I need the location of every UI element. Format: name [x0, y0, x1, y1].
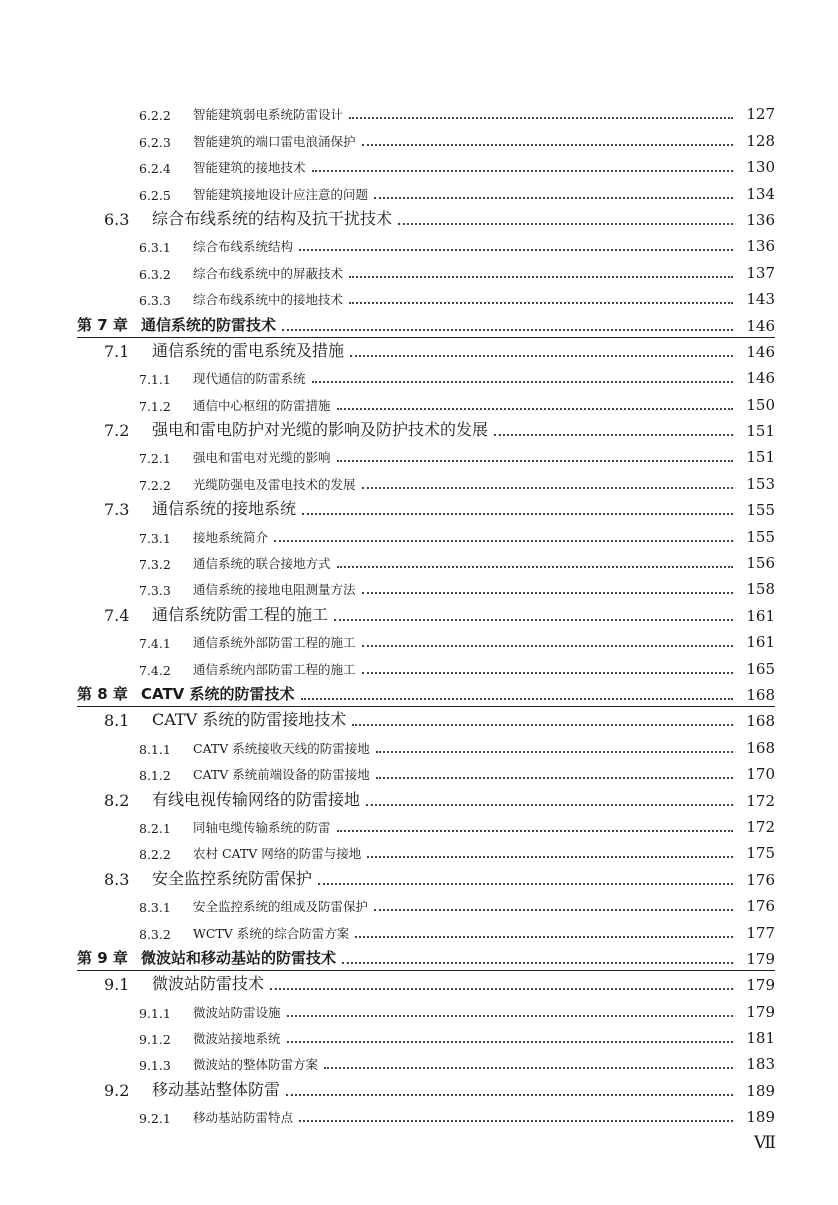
toc-entry-number: 8.3.1 [139, 900, 171, 916]
toc-entry-title: 通信系统的防雷技术 [141, 315, 277, 334]
toc-entry-subsection [0, 575, 838, 601]
toc-entry-title: 智能建筑的端口雷电浪涌保护 [193, 133, 356, 149]
dot-leader [362, 672, 733, 674]
toc-entry-page: 168 [746, 712, 775, 731]
toc-entry-page: 189 [746, 1081, 775, 1100]
toc-entry-title: 通信系统的接地电阻测量方法 [193, 582, 356, 598]
toc-entry-section [0, 1076, 838, 1102]
toc-entry-subsection [0, 469, 838, 495]
toc-entry-number: 8.3.2 [139, 926, 171, 942]
toc-entry-page: 155 [746, 501, 775, 520]
toc-entry-title: 通信系统外部防雷工程的施工 [193, 635, 356, 651]
toc-entry-title: 移动基站防雷特点 [193, 1110, 294, 1126]
dot-leader [362, 144, 733, 146]
dot-leader [318, 883, 733, 885]
toc-entry-page: 179 [746, 949, 775, 968]
toc-entry-page: 151 [746, 422, 775, 441]
dot-leader [398, 223, 733, 225]
toc-entry-subsection [0, 628, 838, 654]
toc-entry-number: 9.1 [104, 975, 130, 995]
toc-entry-section [0, 971, 838, 997]
toc-entry-page: 179 [746, 976, 775, 995]
toc-entry-subsection [0, 153, 838, 179]
toc-entry-page: 151 [746, 448, 775, 467]
toc-entry-title: 通信中心枢纽的防雷措施 [193, 397, 331, 413]
toc-entry-number: 7.3.1 [139, 530, 171, 546]
toc-entry-page: 128 [746, 131, 775, 150]
toc-entry-number: 7.3.2 [139, 557, 171, 573]
toc-entry-subsection [0, 390, 838, 416]
toc-entry-number: 7.4 [104, 605, 130, 625]
toc-entry-title: 智能建筑的接地技术 [193, 160, 306, 176]
toc-entry-title: 通信系统内部防雷工程的施工 [193, 661, 356, 677]
dot-leader [337, 408, 733, 410]
toc-entry-page: 155 [746, 527, 775, 546]
toc-entry-section [0, 707, 838, 733]
toc-entry-title: CATV 系统的防雷技术 [141, 684, 295, 703]
toc-entry-subsection [0, 232, 838, 258]
dot-leader [374, 197, 733, 199]
toc-entry-chapter [0, 945, 838, 971]
toc-entry-subsection [0, 813, 838, 839]
toc-entry-page: 161 [746, 633, 775, 652]
toc-entry-number: 7.2.2 [139, 477, 171, 493]
toc-entry-page: 179 [746, 1002, 775, 1021]
toc-entry-number: 7.1 [104, 341, 130, 361]
toc-entry-section [0, 496, 838, 522]
toc-entry-subsection [0, 443, 838, 469]
dot-leader [349, 276, 733, 278]
toc-entry-title: 移动基站整体防雷 [152, 1079, 281, 1099]
dot-leader [349, 117, 733, 119]
toc-entry-number: 6.2.4 [139, 161, 171, 177]
toc-entry-page: 161 [746, 606, 775, 625]
toc-entry-title: 现代通信的防雷系统 [193, 371, 306, 387]
toc-entry-subsection [0, 733, 838, 759]
dot-leader [494, 434, 733, 436]
toc-entry-title: CATV 系统的防雷接地技术 [152, 710, 347, 730]
toc-entry-subsection [0, 1024, 838, 1050]
toc-entry-page: 136 [746, 237, 775, 256]
toc-entry-subsection [0, 654, 838, 680]
dot-leader [286, 1094, 733, 1096]
dot-leader [287, 1015, 733, 1017]
toc-entry-subsection [0, 839, 838, 865]
toc-entry-page: 181 [746, 1029, 775, 1048]
toc-entry-subsection [0, 997, 838, 1023]
toc-entry-number: 7.1.2 [139, 398, 171, 414]
toc-entry-page: 146 [746, 369, 775, 388]
toc-entry-page: 176 [746, 897, 775, 916]
toc-entry-title: 光缆防强电及雷电技术的发展 [193, 476, 356, 492]
toc-entry-title: WCTV 系统的综合防雷方案 [193, 925, 350, 941]
toc-entry-number: 9.1.3 [139, 1058, 171, 1074]
toc-entry-title: 强电和雷电对光缆的影响 [193, 450, 331, 466]
dot-leader [355, 936, 733, 938]
table-of-contents [0, 100, 838, 1129]
dot-leader [362, 592, 733, 594]
dot-leader [312, 381, 733, 383]
dot-leader [362, 645, 733, 647]
toc-entry-subsection [0, 522, 838, 548]
dot-leader [270, 988, 733, 990]
dot-leader [282, 329, 733, 331]
toc-entry-number: 8.2.1 [139, 820, 171, 836]
dot-leader [376, 777, 733, 779]
toc-entry-number: 6.2.3 [139, 134, 171, 150]
toc-entry-subsection [0, 760, 838, 786]
dot-leader [299, 1120, 733, 1122]
toc-entry-subsection [0, 179, 838, 205]
toc-entry-number: 7.1.1 [139, 372, 171, 388]
toc-entry-title: 通信系统防雷工程的施工 [152, 604, 329, 624]
toc-entry-number: 第 8 章 [77, 684, 128, 703]
toc-entry-title: 通信系统的接地系统 [152, 499, 297, 519]
toc-entry-chapter [0, 311, 838, 337]
dot-leader [352, 724, 733, 726]
toc-entry-page: 175 [746, 844, 775, 863]
toc-entry-title: 微波站防雷设施 [193, 1004, 281, 1020]
toc-entry-number: 8.1.2 [139, 768, 171, 784]
toc-entry-number: 6.2.2 [139, 108, 171, 124]
toc-entry-title: 接地系统简介 [193, 529, 269, 545]
toc-entry-section [0, 865, 838, 891]
toc-entry-page: 172 [746, 817, 775, 836]
toc-entry-page: 170 [746, 765, 775, 784]
toc-entry-subsection [0, 126, 838, 152]
page-number-folio: Ⅶ [754, 1133, 775, 1153]
dot-leader [274, 540, 733, 542]
toc-entry-subsection [0, 258, 838, 284]
toc-entry-subsection [0, 1050, 838, 1076]
toc-entry-subsection [0, 918, 838, 944]
toc-entry-title: 同轴电缆传输系统的防雷 [193, 819, 331, 835]
toc-entry-title: 安全监控系统防雷保护 [152, 868, 313, 888]
toc-entry-page: 134 [746, 184, 775, 203]
toc-entry-number: 7.2.1 [139, 451, 171, 467]
dot-leader [337, 460, 733, 462]
dot-leader [337, 566, 733, 568]
toc-entry-page: 153 [746, 474, 775, 493]
toc-entry-page: 172 [746, 791, 775, 810]
toc-entry-number: 7.4.1 [139, 636, 171, 652]
toc-entry-page: 136 [746, 210, 775, 229]
dot-leader [324, 1067, 733, 1069]
toc-entry-title: CATV 系统前端设备的防雷接地 [193, 767, 370, 783]
toc-entry-page: 158 [746, 580, 775, 599]
dot-leader [301, 698, 733, 700]
toc-entry-number: 8.1 [104, 711, 130, 731]
toc-entry-number: 8.2 [104, 790, 130, 810]
toc-entry-title: 智能建筑弱电系统防雷设计 [193, 107, 344, 123]
dot-leader [337, 830, 733, 832]
toc-entry-section [0, 786, 838, 812]
dot-leader [374, 909, 733, 911]
toc-entry-title: 微波站的整体防雷方案 [193, 1057, 319, 1073]
toc-entry-number: 6.2.5 [139, 187, 171, 203]
toc-entry-number: 7.4.2 [139, 662, 171, 678]
toc-entry-number: 8.1.1 [139, 741, 171, 757]
toc-entry-number: 6.3.3 [139, 293, 171, 309]
toc-entry-subsection [0, 1103, 838, 1129]
toc-entry-page: 177 [746, 923, 775, 942]
toc-entry-subsection [0, 892, 838, 918]
toc-entry-number: 第 7 章 [77, 315, 128, 334]
toc-entry-subsection [0, 364, 838, 390]
dot-leader [342, 962, 733, 964]
toc-entry-page: 165 [746, 659, 775, 678]
toc-entry-page: 127 [746, 105, 775, 124]
toc-entry-page: 146 [746, 342, 775, 361]
toc-entry-section [0, 417, 838, 443]
toc-entry-page: 176 [746, 870, 775, 889]
toc-entry-number: 9.2.1 [139, 1111, 171, 1127]
toc-entry-page: 168 [746, 685, 775, 704]
toc-entry-chapter [0, 681, 838, 707]
toc-entry-number: 9.1.2 [139, 1032, 171, 1048]
toc-entry-number: 6.3 [104, 209, 130, 229]
toc-entry-title: 通信系统的联合接地方式 [193, 556, 331, 572]
toc-entry-title: 通信系统的雷电系统及措施 [152, 340, 345, 360]
dot-leader [334, 619, 733, 621]
dot-leader [366, 804, 733, 806]
toc-entry-page: 183 [746, 1055, 775, 1074]
toc-entry-title: 综合布线系统结构 [193, 239, 294, 255]
toc-entry-page: 150 [746, 395, 775, 414]
toc-entry-number: 6.3.1 [139, 240, 171, 256]
toc-entry-number: 6.3.2 [139, 266, 171, 282]
dot-leader [367, 856, 733, 858]
dot-leader [349, 302, 733, 304]
toc-entry-section [0, 601, 838, 627]
toc-entry-number: 8.2.2 [139, 847, 171, 863]
toc-entry-title: 微波站接地系统 [193, 1031, 281, 1047]
toc-entry-number: 7.2 [104, 421, 130, 441]
toc-entry-title: 强电和雷电防护对光缆的影响及防护技术的发展 [152, 420, 489, 440]
dot-leader [362, 487, 733, 489]
dot-leader [299, 249, 733, 251]
toc-entry-subsection [0, 100, 838, 126]
toc-entry-page: 143 [746, 290, 775, 309]
toc-entry-number: 第 9 章 [77, 948, 128, 967]
toc-entry-title: 综合布线系统的结构及抗干扰技术 [152, 208, 393, 228]
toc-entry-page: 156 [746, 554, 775, 573]
toc-entry-title: 微波站防雷技术 [152, 974, 265, 994]
dot-leader [302, 513, 733, 515]
toc-entry-title: 微波站和移动基站的防雷技术 [141, 948, 337, 967]
toc-entry-number: 8.3 [104, 869, 130, 889]
toc-entry-title: CATV 系统接收天线的防雷接地 [193, 740, 370, 756]
toc-entry-subsection [0, 285, 838, 311]
toc-entry-title: 智能建筑接地设计应注意的问题 [193, 186, 369, 202]
toc-entry-title: 农村 CATV 网络的防雷与接地 [193, 846, 362, 862]
toc-entry-page: 137 [746, 263, 775, 282]
dot-leader [376, 751, 733, 753]
toc-entry-page: 168 [746, 738, 775, 757]
dot-leader [312, 170, 733, 172]
toc-entry-number: 7.3 [104, 500, 130, 520]
toc-entry-title: 安全监控系统的组成及防雷保护 [193, 899, 369, 915]
toc-entry-title: 有线电视传输网络的防雷接地 [152, 789, 361, 809]
dot-leader [350, 355, 733, 357]
toc-entry-page: 189 [746, 1108, 775, 1127]
toc-entry-section [0, 206, 838, 232]
toc-entry-title: 综合布线系统中的接地技术 [193, 292, 344, 308]
toc-entry-page: 130 [746, 158, 775, 177]
toc-entry-number: 7.3.3 [139, 583, 171, 599]
toc-entry-subsection [0, 549, 838, 575]
toc-entry-title: 综合布线系统中的屏蔽技术 [193, 265, 344, 281]
toc-entry-number: 9.2 [104, 1080, 130, 1100]
dot-leader [287, 1041, 733, 1043]
toc-entry-section [0, 338, 838, 364]
toc-entry-page: 146 [746, 316, 775, 335]
toc-entry-number: 9.1.1 [139, 1005, 171, 1021]
